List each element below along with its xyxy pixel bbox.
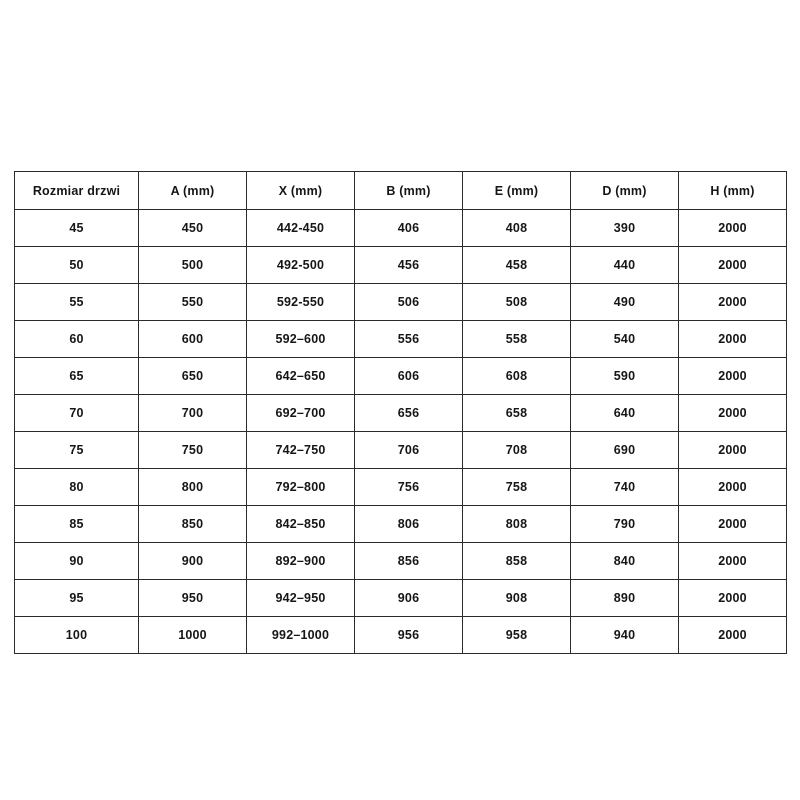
cell-d: 540 <box>571 321 679 358</box>
table-header-row <box>15 172 787 210</box>
cell-h: 2000 <box>679 617 787 654</box>
cell-h: 2000 <box>679 506 787 543</box>
cell-d: 690 <box>571 432 679 469</box>
cell-d: 790 <box>571 506 679 543</box>
cell-e: 858 <box>463 543 571 580</box>
column-header-rozmiar-drzwi: Rozmiar drzwi <box>15 172 139 210</box>
cell-d: 740 <box>571 469 679 506</box>
cell-size: 50 <box>15 247 139 284</box>
cell-x: 692–700 <box>247 395 355 432</box>
cell-b: 556 <box>355 321 463 358</box>
cell-a: 900 <box>139 543 247 580</box>
cell-size: 60 <box>15 321 139 358</box>
cell-d: 940 <box>571 617 679 654</box>
cell-b: 756 <box>355 469 463 506</box>
table-row <box>15 321 787 358</box>
cell-b: 456 <box>355 247 463 284</box>
cell-b: 656 <box>355 395 463 432</box>
cell-h: 2000 <box>679 358 787 395</box>
cell-e: 408 <box>463 210 571 247</box>
column-header-e: E (mm) <box>463 172 571 210</box>
cell-b: 506 <box>355 284 463 321</box>
cell-x: 742–750 <box>247 432 355 469</box>
cell-d: 840 <box>571 543 679 580</box>
specification-table-container <box>14 171 786 654</box>
cell-a: 1000 <box>139 617 247 654</box>
cell-d: 440 <box>571 247 679 284</box>
table-row <box>15 395 787 432</box>
cell-d: 640 <box>571 395 679 432</box>
cell-e: 708 <box>463 432 571 469</box>
column-header-d: D (mm) <box>571 172 679 210</box>
cell-b: 806 <box>355 506 463 543</box>
cell-x: 992–1000 <box>247 617 355 654</box>
table-row <box>15 284 787 321</box>
cell-x: 792–800 <box>247 469 355 506</box>
table-row <box>15 617 787 654</box>
cell-b: 606 <box>355 358 463 395</box>
cell-e: 508 <box>463 284 571 321</box>
column-header-a: A (mm) <box>139 172 247 210</box>
cell-x: 592–600 <box>247 321 355 358</box>
cell-d: 890 <box>571 580 679 617</box>
cell-size: 75 <box>15 432 139 469</box>
table-header <box>15 172 787 210</box>
cell-size: 90 <box>15 543 139 580</box>
cell-a: 450 <box>139 210 247 247</box>
cell-d: 490 <box>571 284 679 321</box>
cell-e: 608 <box>463 358 571 395</box>
cell-size: 85 <box>15 506 139 543</box>
table-row <box>15 210 787 247</box>
cell-e: 808 <box>463 506 571 543</box>
cell-size: 95 <box>15 580 139 617</box>
cell-h: 2000 <box>679 321 787 358</box>
table-row <box>15 543 787 580</box>
cell-a: 950 <box>139 580 247 617</box>
cell-a: 800 <box>139 469 247 506</box>
cell-x: 842–850 <box>247 506 355 543</box>
cell-h: 2000 <box>679 247 787 284</box>
cell-d: 390 <box>571 210 679 247</box>
column-header-x: X (mm) <box>247 172 355 210</box>
cell-b: 706 <box>355 432 463 469</box>
table-row <box>15 506 787 543</box>
cell-h: 2000 <box>679 284 787 321</box>
cell-e: 908 <box>463 580 571 617</box>
cell-h: 2000 <box>679 210 787 247</box>
cell-e: 758 <box>463 469 571 506</box>
cell-a: 500 <box>139 247 247 284</box>
cell-x: 442-450 <box>247 210 355 247</box>
cell-x: 642–650 <box>247 358 355 395</box>
cell-a: 850 <box>139 506 247 543</box>
cell-b: 856 <box>355 543 463 580</box>
cell-d: 590 <box>571 358 679 395</box>
cell-e: 658 <box>463 395 571 432</box>
cell-x: 942–950 <box>247 580 355 617</box>
cell-h: 2000 <box>679 543 787 580</box>
cell-x: 892–900 <box>247 543 355 580</box>
table-row <box>15 358 787 395</box>
cell-size: 45 <box>15 210 139 247</box>
cell-size: 100 <box>15 617 139 654</box>
cell-size: 70 <box>15 395 139 432</box>
cell-a: 550 <box>139 284 247 321</box>
table-row <box>15 469 787 506</box>
cell-h: 2000 <box>679 469 787 506</box>
cell-a: 600 <box>139 321 247 358</box>
table-row <box>15 432 787 469</box>
cell-size: 55 <box>15 284 139 321</box>
column-header-b: B (mm) <box>355 172 463 210</box>
cell-b: 906 <box>355 580 463 617</box>
cell-e: 958 <box>463 617 571 654</box>
table-row <box>15 247 787 284</box>
cell-b: 956 <box>355 617 463 654</box>
cell-a: 650 <box>139 358 247 395</box>
cell-h: 2000 <box>679 432 787 469</box>
cell-x: 492-500 <box>247 247 355 284</box>
cell-b: 406 <box>355 210 463 247</box>
door-size-specification-table <box>14 171 787 654</box>
cell-size: 80 <box>15 469 139 506</box>
cell-size: 65 <box>15 358 139 395</box>
table-body <box>15 210 787 654</box>
cell-a: 750 <box>139 432 247 469</box>
cell-h: 2000 <box>679 395 787 432</box>
table-row <box>15 580 787 617</box>
column-header-h: H (mm) <box>679 172 787 210</box>
cell-e: 458 <box>463 247 571 284</box>
cell-x: 592-550 <box>247 284 355 321</box>
cell-h: 2000 <box>679 580 787 617</box>
cell-e: 558 <box>463 321 571 358</box>
cell-a: 700 <box>139 395 247 432</box>
